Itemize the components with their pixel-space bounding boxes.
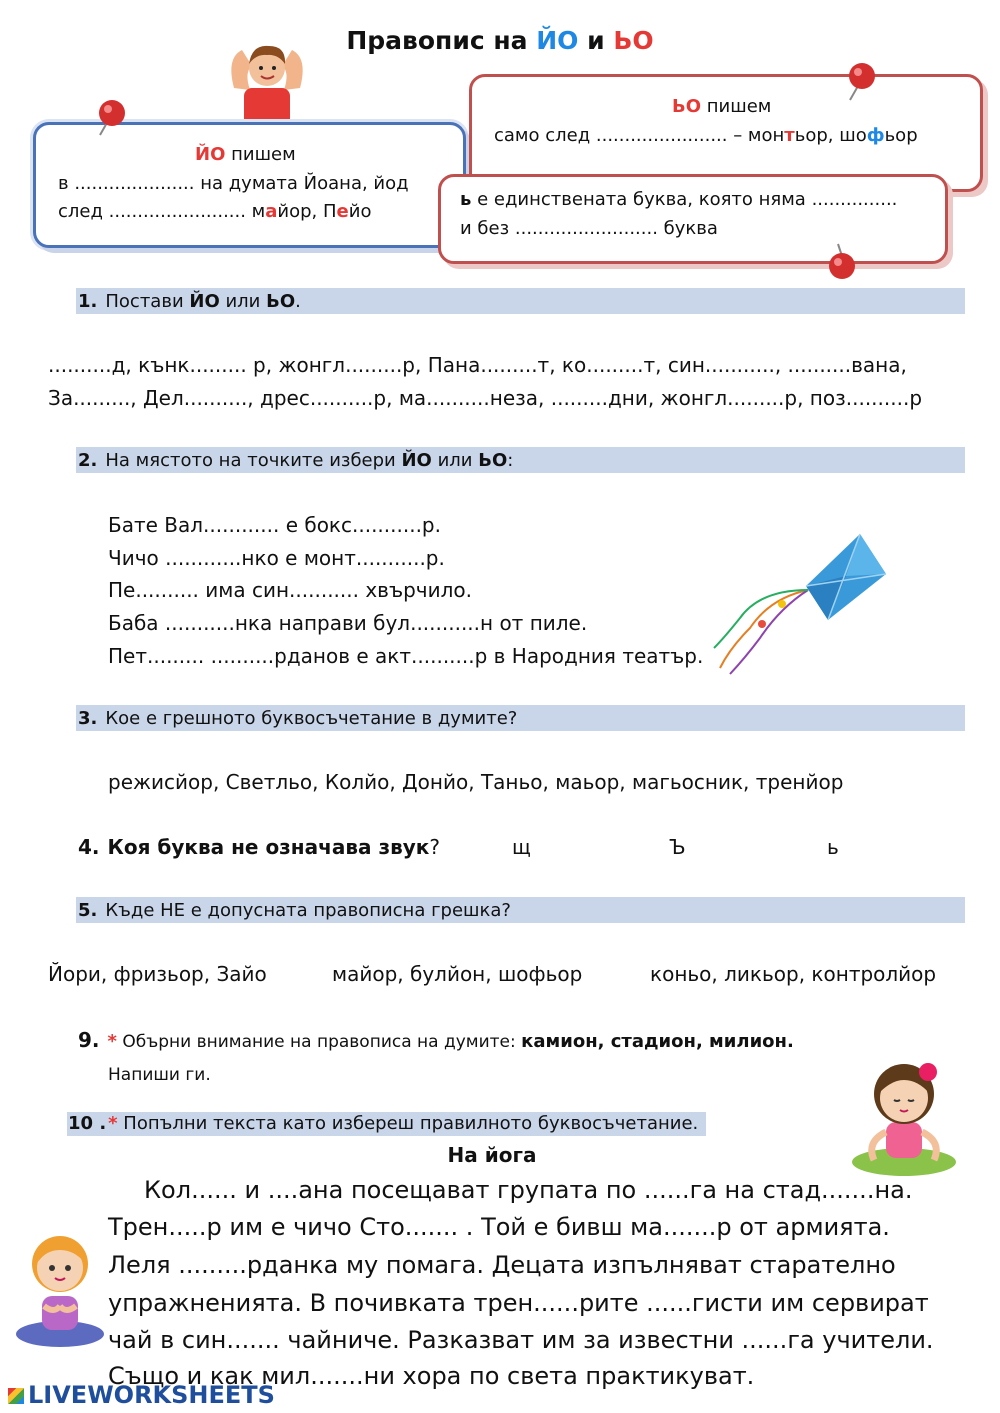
- soft-sign-rule-line-2: и без ......................... буква: [460, 218, 718, 239]
- q4-question: 4. Коя буква не означава звук?: [78, 835, 440, 859]
- pushpin-icon: [838, 58, 878, 104]
- liveworksheets-logo: LIVEWORKSHEETS: [8, 1381, 275, 1409]
- q4-option-1[interactable]: щ: [512, 835, 531, 859]
- soft-o-rule-heading: ЬО пишем: [672, 96, 772, 117]
- q4-option-2[interactable]: Ъ: [669, 835, 686, 859]
- story-title: На йога: [447, 1143, 537, 1167]
- yoga-girl-illustration: [14, 1222, 106, 1352]
- q2-sentence-4[interactable]: Баба ...........нка направи бул...........н от пиле.: [108, 611, 588, 635]
- page-title: Правопис на ЙО и ЬО: [346, 26, 654, 55]
- story-line-5[interactable]: чай в син....... чайниче. Разказват им за известни ......га учители.: [108, 1326, 934, 1354]
- yo-rule-line-2: след ........................ майор, Пейо: [58, 201, 372, 222]
- pushpin-icon: [822, 240, 862, 286]
- q3-instruction: 3. Кое е грешното буквосъчетание в думите?: [78, 708, 518, 729]
- q2-sentence-3[interactable]: Пе.......... има син........... хвърчило.: [108, 578, 472, 602]
- q5-option-3[interactable]: коньо, ликьор, контролйор: [650, 962, 937, 986]
- q1-instruction: 1. Постави ЙО или ЬО.: [78, 291, 301, 312]
- boy-illustration: [222, 28, 312, 128]
- story-line-4[interactable]: упражненията. В почивката трен......рите ......гисти им сервират: [108, 1289, 929, 1317]
- q2-sentence-2[interactable]: Чичо ............нко е монт...........р.: [108, 546, 445, 570]
- soft-o-rule-line: само след ....................... – монтьор, шофьор: [494, 125, 918, 146]
- pushpin-icon: [88, 95, 128, 141]
- q2-instruction: 2. На мястото на точките избери ЙО или ЬО:: [78, 450, 514, 471]
- yo-rule-line-1: в ..................... на думата Йоана, йод: [58, 173, 409, 194]
- q3-word-list[interactable]: режисйор, Светльо, Колйо, Донйо, Таньо, маьор, магьосник, тренйор: [108, 770, 844, 794]
- q10-instruction: 10 . * Попълни текста като избереш правилното буквосъчетание.: [68, 1113, 699, 1134]
- story-line-3[interactable]: Леля .........рданка му помага. Децата изпълняват старателно: [108, 1251, 896, 1279]
- q9-write-prompt: Напиши ги.: [108, 1065, 211, 1085]
- story-line-2[interactable]: Трен.....р им е чичо Сто....... . Той е бивш ма.......р от армията.: [108, 1213, 890, 1241]
- q2-sentence-1[interactable]: Бате Вал............ е бокс...........р.: [108, 513, 441, 537]
- story-line-6[interactable]: Също и как мил.......ни хора по света практикуват.: [108, 1362, 755, 1390]
- q5-option-1[interactable]: Йори, фризьор, Зайо: [48, 962, 267, 986]
- q9-instruction: 9. * Обърни внимание на правописа на думите: камион, стадион, милион.: [78, 1028, 794, 1052]
- q5-option-2[interactable]: майор, булйон, шофьор: [332, 962, 583, 986]
- soft-sign-rule-line-1: ь е единствената буква, която няма ...............: [460, 189, 898, 210]
- q2-sentence-5[interactable]: Пет......... ..........рданов е акт..........р в Народния театър.: [108, 644, 704, 668]
- q1-exercise-line-2[interactable]: За........., Дел.........., дрес..........р, ма..........неза, .........дни, жонгл.........р, поз..........р: [48, 386, 923, 410]
- q5-instruction: 5. Къде НЕ е допусната правописна грешка?: [78, 900, 511, 921]
- story-line-1[interactable]: Кол...... и ....ана посещават групата по ......га на стад.......на.: [144, 1176, 913, 1204]
- q1-exercise-line-1[interactable]: ..........д, кънк......... р, жонгл.........р, Пана.........т, ко.........т, син..........., ..........вана,: [48, 353, 907, 377]
- q4-option-3[interactable]: ь: [827, 835, 839, 859]
- kite-illustration: [710, 528, 890, 676]
- yo-rule-heading: ЙО пишем: [195, 144, 296, 165]
